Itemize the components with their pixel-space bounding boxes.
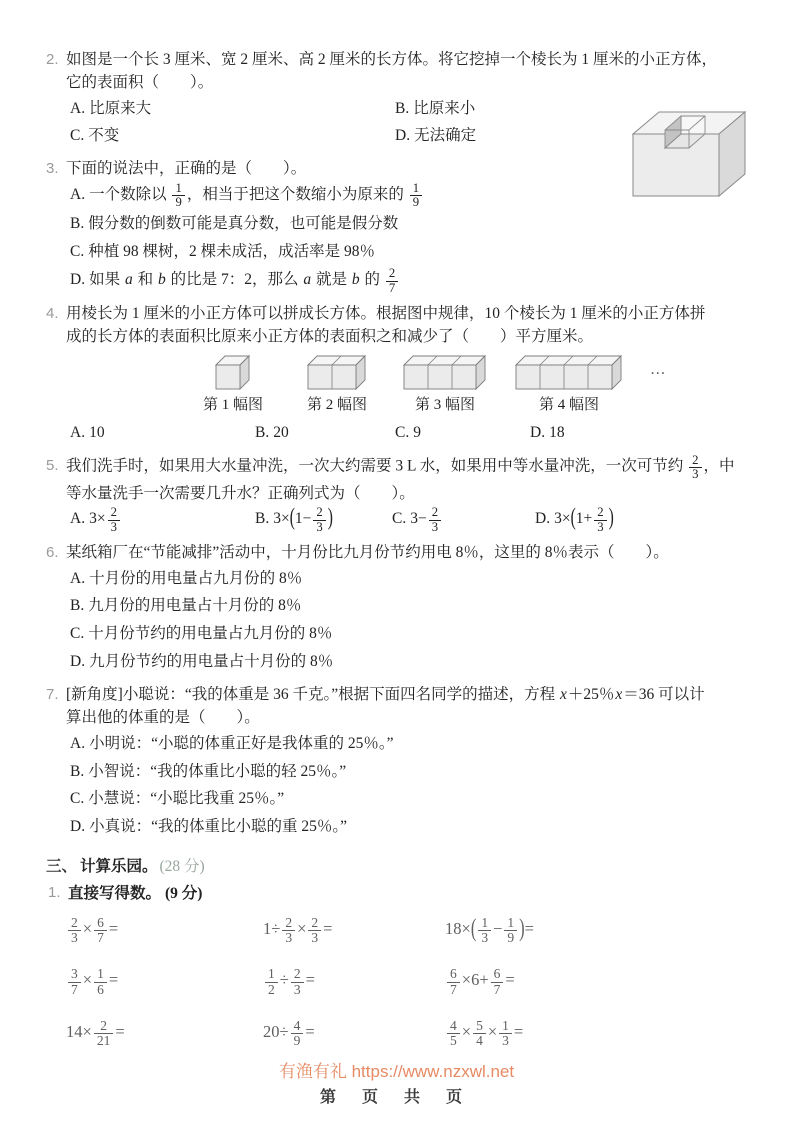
fraction: $\frac{2}{3}$ — [313, 506, 325, 534]
fraction: $\frac{6}{7}$ — [491, 967, 504, 997]
option-b — [70, 210, 763, 238]
option-d — [70, 266, 763, 295]
section-3-title: 计算乐园。 — [80, 858, 158, 876]
calc-expression: 1÷ $\frac{2}{3}$ × $\frac{2}{3}$ = — [263, 914, 333, 946]
fraction: $\frac{1}{9}$ — [410, 182, 422, 210]
option-d-label: D. — [70, 270, 86, 288]
question-4-body — [66, 302, 763, 447]
calc-expression: $\frac{6}{7}$ ×6+ $\frac{6}{7}$ = — [445, 967, 763, 997]
cube-strip-figure-2 — [298, 354, 376, 417]
option-b-label: B. — [70, 762, 85, 780]
question-6-number: 6. — [46, 544, 59, 562]
option-c-text: 十月份节约的用电量占九月份的 8％ — [88, 625, 333, 643]
option-a-label: A. — [70, 185, 86, 203]
option-c — [70, 620, 763, 648]
question-5-options — [70, 505, 763, 534]
calc-expression: $\frac{1}{2}$ ÷ $\frac{2}{3}$ = — [263, 967, 445, 997]
option-b — [255, 505, 392, 534]
option-a-label: A. — [70, 423, 86, 441]
question-6-text: 某纸箱厂在“节能减排”活动中，十月份比九月份节约用电 8％，这里的 8％表示（ ）。 — [66, 544, 669, 562]
option-d-text: 小真说：“我的体重比小聪的重 25％。” — [89, 818, 347, 836]
fraction: $\frac{1}{3}$ — [499, 1019, 512, 1049]
fraction: $\frac{6}{7}$ — [94, 916, 107, 946]
calc-expression: $\frac{2}{3}$ × $\frac{6}{7}$ = — [66, 916, 263, 946]
page-footer — [0, 1059, 793, 1122]
option-d-text: 18 — [549, 423, 565, 441]
figures-ellipsis: … — [650, 361, 666, 379]
option-d-text: 无法确定 — [414, 127, 477, 145]
option-c-label: C. — [70, 625, 85, 643]
option-a — [70, 95, 395, 123]
calc-expressions-grid — [66, 912, 763, 1049]
option-d-label: D. — [530, 423, 546, 441]
option-a-label: A. — [70, 510, 86, 528]
fraction: $\frac{1}{9}$ — [172, 182, 184, 210]
option-c-label: C. — [70, 242, 85, 260]
fraction: $\frac{4}{9}$ — [291, 1019, 304, 1049]
option-c — [392, 505, 535, 534]
option-c — [70, 785, 763, 813]
option-b — [70, 592, 763, 620]
question-3-number: 3. — [46, 160, 59, 178]
option-a-text: 10 — [89, 423, 105, 441]
option-d — [70, 813, 763, 841]
option-b-text: 20 — [273, 423, 289, 441]
fraction: $\frac{6}{7}$ — [447, 967, 460, 997]
fraction: $\frac{1}{9}$ — [504, 916, 517, 946]
option-b-label: B. — [255, 510, 270, 528]
cube-strip-4-drawing — [514, 354, 624, 392]
option-b-label: B. — [255, 423, 270, 441]
option-b-label: B. — [70, 214, 85, 232]
option-b-text: 小智说：“我的体重比小聪的轻 25％。” — [88, 762, 347, 780]
question-4-figures — [194, 354, 763, 417]
question-4-text-line1: 用棱长为 1 厘米的小正方体可以拼成长方体。根据图中规律，10 个棱长为 1 厘米的小正方体拼 — [66, 304, 706, 322]
option-d-label: D. — [70, 653, 86, 671]
footer-site-link: 有渔有礼 https://www.nzxwl.net — [278, 1061, 515, 1081]
option-a-label: A. — [70, 569, 86, 587]
option-a-text: 比原来大 — [89, 99, 152, 117]
calc-expression: 14× $\frac{2}{21}$ = — [66, 1018, 125, 1049]
question-3-text: 下面的说法中，正确的是（ ）。 — [66, 160, 307, 178]
option-b — [70, 758, 763, 786]
cuboid-notch-figure — [625, 104, 765, 204]
option-a — [70, 730, 763, 758]
option-d — [530, 419, 763, 447]
question-7-number: 7. — [46, 686, 59, 704]
question-2-text-line1: 如图是一个长 3 厘米、宽 2 厘米、高 2 厘米的长方体。将它挖掉一个棱长为 1 厘米的小正方体， — [66, 51, 718, 68]
option-d-label: D. — [395, 127, 411, 145]
option-b-text: 假分数的倒数可能是真分数，也可能是假分数 — [88, 214, 399, 232]
fraction: $\frac{2}{3}$ — [291, 967, 304, 997]
option-a-text: 3× $\frac{2}{3}$ — [89, 510, 122, 527]
question-4 — [46, 302, 763, 447]
fraction: $\frac{5}{4}$ — [473, 1019, 486, 1049]
fraction: $\frac{4}{5}$ — [447, 1019, 460, 1049]
fraction: $\frac{2}{3}$ — [429, 506, 441, 534]
option-d-text: 九月份节约的用电量占十月份的 8％ — [89, 653, 334, 671]
option-a-text: 小明说：“小聪的体重正好是我体重的 25％。” — [89, 734, 394, 752]
calc-subsection-score: (9 分) — [165, 885, 203, 903]
section-3-number: 三、 — [46, 858, 78, 876]
option-d-label: D. — [535, 510, 551, 528]
option-a — [70, 505, 255, 534]
option-d-text: 3×(1+ $\frac{2}{3}$ ) — [554, 504, 614, 534]
option-b-label: B. — [70, 597, 85, 615]
question-6 — [46, 541, 763, 676]
option-b-text: 3×(1− $\frac{2}{3}$ ) — [273, 504, 333, 534]
question-5-text-line1: 我们洗手时，如果用大水量冲洗，一次大约需要 3 L 水，如果用中等水量冲洗，一次可节约 $\frac{2}{3}$ ，中 — [66, 452, 735, 482]
option-c-label: C. — [70, 127, 85, 145]
question-5-text-line2: 等水量洗手一次需要几升水？正确列式为（ ）。 — [66, 484, 415, 502]
fraction: $\frac{2}{3}$ — [689, 454, 701, 482]
fraction: $\frac{2}{3}$ — [594, 506, 606, 534]
option-c-text: 9 — [413, 423, 421, 441]
option-c-label: C. — [392, 510, 407, 528]
cube-strip-figure-4 — [514, 354, 624, 417]
option-c-text: 3− $\frac{2}{3}$ — [410, 510, 443, 527]
option-c — [70, 122, 395, 150]
question-4-number: 4. — [46, 304, 59, 322]
cube-strip-3-drawing — [402, 354, 488, 392]
option-a-text: 十月份的用电量占九月份的 8％ — [89, 569, 303, 587]
option-c-text: 不变 — [88, 127, 120, 145]
option-c — [395, 419, 530, 447]
option-a-label: A. — [70, 99, 86, 117]
question-2-number: 2. — [46, 51, 59, 68]
fraction: $\frac{2}{7}$ — [386, 267, 398, 295]
calc-subsection-number: 1. — [48, 884, 61, 902]
question-7-text-line2: 算出他的体重的是（ ）。 — [66, 709, 260, 727]
option-c-label: C. — [70, 790, 85, 808]
option-c-label: C. — [395, 423, 410, 441]
cube-strip-2-label: 第 2 幅图 — [306, 397, 367, 414]
cube-strip-4-label: 第 4 幅图 — [538, 397, 599, 414]
cube-strip-1-drawing — [214, 354, 252, 392]
question-5-body — [66, 454, 763, 534]
calc-expression: $\frac{3}{7}$ × $\frac{1}{6}$ = — [66, 967, 263, 997]
fraction: $\frac{1}{3}$ — [478, 916, 491, 946]
fraction: $\frac{2}{3}$ — [308, 916, 321, 946]
option-d-label: D. — [70, 818, 86, 836]
question-4-options — [70, 419, 763, 447]
question-7 — [46, 683, 763, 841]
fraction: $\frac{2}{21}$ — [94, 1019, 114, 1049]
fraction: $\frac{2}{3}$ — [282, 916, 295, 946]
question-7-body — [66, 683, 763, 841]
cube-strip-2-drawing — [306, 354, 368, 392]
question-5 — [46, 454, 763, 534]
option-b-text: 九月份的用电量占十月份的 8％ — [88, 597, 302, 615]
fraction: $\frac{2}{3}$ — [68, 916, 81, 946]
option-b-text: 比原来小 — [413, 99, 476, 117]
section-3-score: (28 分) — [159, 858, 205, 876]
question-7-text-line1: [新角度]小聪说：“我的体重是 36 千克。”根据下面四名同学的描述，方程 x＋25％x＝36 可以计 — [66, 686, 705, 704]
option-b-label: B. — [395, 99, 410, 117]
option-b — [255, 419, 395, 447]
calc-expression: $\frac{4}{5}$ × $\frac{5}{4}$ × $\frac{1}{3}$ = — [445, 1019, 763, 1049]
option-d — [535, 505, 763, 534]
calc-subsection-header — [48, 882, 763, 905]
fraction: $\frac{1}{6}$ — [94, 967, 107, 997]
option-d — [70, 648, 763, 676]
calc-expression: 20÷ $\frac{4}{9}$ = — [263, 1018, 315, 1049]
footer-page-label: 第 页 共 页 — [319, 1089, 473, 1106]
question-7-options — [70, 730, 763, 842]
cube-strip-3-label: 第 3 幅图 — [414, 397, 475, 414]
option-c-text: 种植 98 棵树，2 棵未成活，成活率是 98％ — [88, 242, 375, 260]
question-6-options — [70, 565, 763, 677]
option-a-text: 一个数除以 $\frac{1}{9}$ ，相当于把这个数缩小为原来的 $\frac{1}{9}$ — [89, 186, 424, 203]
option-a — [70, 419, 255, 447]
fraction: $\frac{2}{3}$ — [108, 506, 120, 534]
cube-strip-figure-1 — [194, 354, 272, 417]
calc-subsection-title: 直接写得数。 — [68, 885, 162, 903]
question-5-number: 5. — [46, 456, 59, 474]
fraction: $\frac{1}{2}$ — [265, 967, 278, 997]
question-6-body — [66, 541, 763, 676]
option-d-text: 如果 a 和 b 的比是 7：2，那么 a 就是 b 的 $\frac{2}{7}$ — [89, 271, 400, 288]
section-3-header — [46, 855, 763, 878]
option-a — [70, 565, 763, 593]
fraction: $\frac{3}{7}$ — [68, 967, 81, 997]
option-a-label: A. — [70, 734, 86, 752]
cube-strip-1-label: 第 1 幅图 — [202, 397, 263, 414]
calc-expression: 18×( $\frac{1}{3}$ − $\frac{1}{9}$ )= — [445, 912, 534, 946]
option-c — [70, 238, 763, 266]
cube-strip-figure-3 — [402, 354, 488, 417]
question-4-text-line2: 成的长方体的表面积比原来小正方体的表面积之和减少了（ ）平方厘米。 — [66, 328, 594, 346]
question-2-text-line2: 它的表面积（ ）。 — [66, 74, 214, 92]
option-c-text: 小慧说：“小聪比我重 25％。” — [88, 790, 285, 808]
